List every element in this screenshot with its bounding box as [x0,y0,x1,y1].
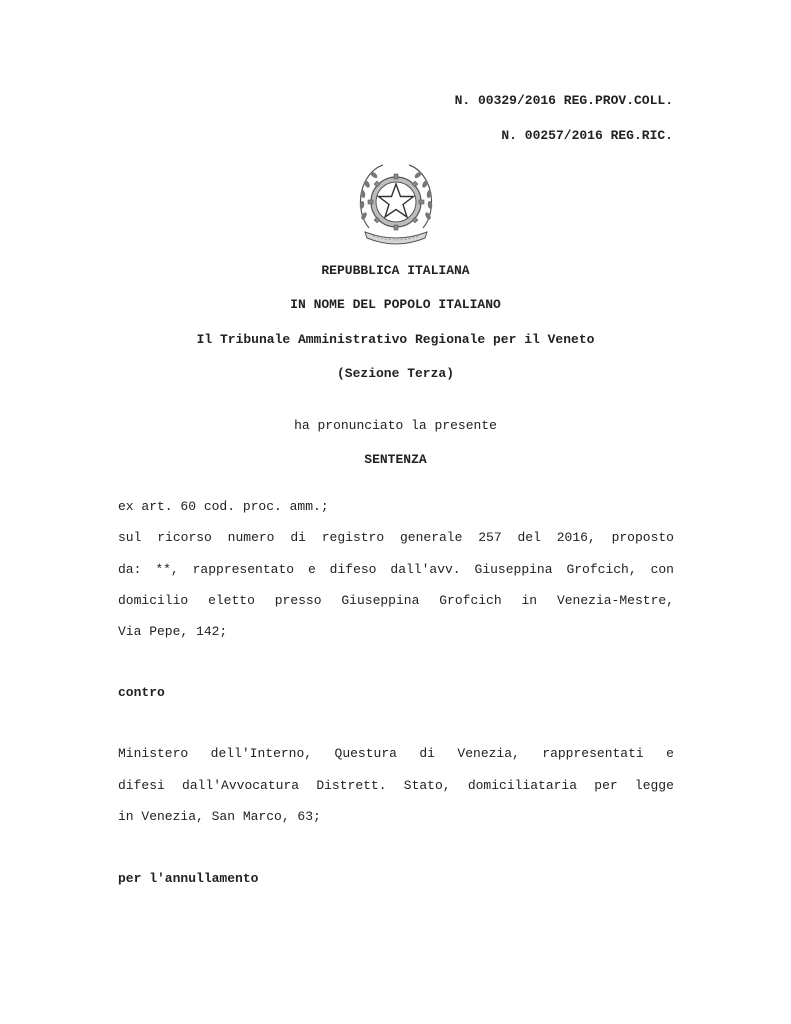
sentenza-heading: SENTENZA [364,452,427,467]
italian-republic-emblem-icon [355,158,437,248]
pronounced-line: ha pronunciato la presente [294,418,497,433]
section-heading: (Sezione Terza) [336,366,455,381]
ricorso-line-2: da: **, rappresentato e difeso dall'avv. Giuseppina Grofcich, con [118,562,674,577]
ministero-line-1: Ministero dell'Interno, Questura di Venezia, rappresentati e [118,746,674,761]
ricorso-line-1: sul ricorso numero di registro generale 257 del 2016, proposto [118,530,674,545]
republic-heading: REPUBBLICA ITALIANA [321,263,470,278]
ministero-line-2: difesi dall'Avvocatura Distrett. Stato, domiciliataria per legge [118,778,674,793]
article-reference: ex art. 60 cod. proc. amm.; [118,499,329,514]
reg-prov-coll-number: N. 00329/2016 REG.PROV.COLL. [454,93,673,108]
ricorso-line-3: domicilio eletto presso Giuseppina Grofcich in Venezia-Mestre, [118,593,674,608]
tribunal-heading: Il Tribunale Amministrativo Regionale per il Veneto [196,332,595,347]
reg-ric-number: N. 00257/2016 REG.RIC. [501,128,673,143]
ministero-line-3: in Venezia, San Marco, 63; [118,809,321,824]
ricorso-line-4: Via Pepe, 142; [118,624,228,639]
contro-heading: contro [118,685,165,700]
annullamento-heading: per l'annullamento [118,871,259,886]
in-name-heading: IN NOME DEL POPOLO ITALIANO [290,297,501,312]
